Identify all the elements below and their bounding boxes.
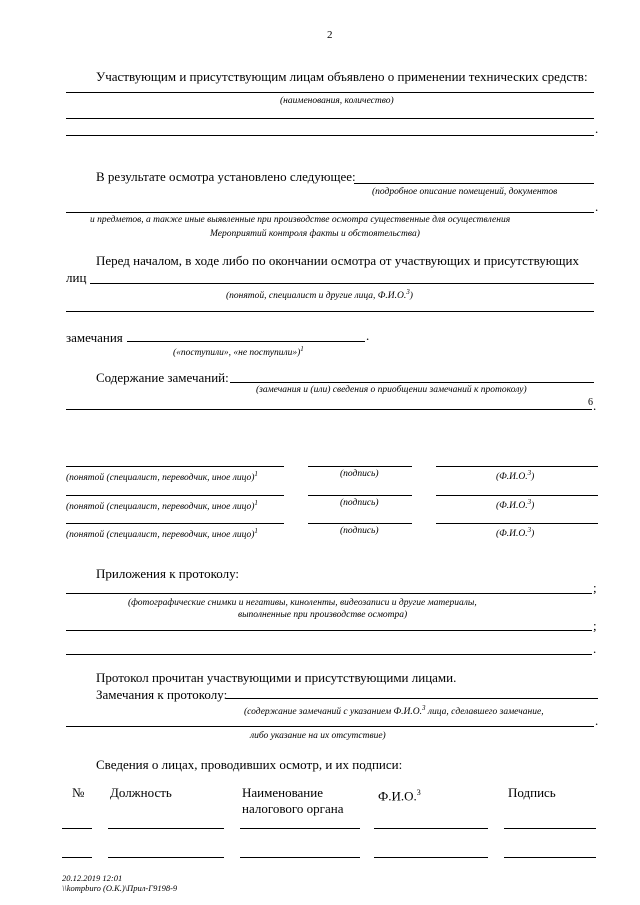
tech-means-end-dot: . [595,121,599,136]
remarks-content-end-dot: . [593,398,597,413]
tech-means-caption: (наименования, количество) [280,96,394,106]
persons-caption: (понятой, специалист и другие лица, Ф.И.О.$^3$) [226,288,413,302]
signature-fio-line[interactable] [436,466,598,467]
conductor-number-line[interactable] [62,857,92,858]
protocol-remarks-caption-2: либо указание на их отсутствие) [250,731,386,741]
col-position-header: Должность [110,785,172,800]
attachments-end-dot: . [593,641,597,656]
conductors-heading: Сведения о лицах, проводивших осмотр, и их подписи: [96,757,403,772]
signature-fio-line[interactable] [436,523,598,524]
conductor-fio-line[interactable] [374,828,488,829]
signature-sign-line[interactable] [308,495,412,496]
protocol-remarks-line-2[interactable] [66,726,594,727]
conductor-sign-line[interactable] [504,857,596,858]
signature-role-line[interactable] [66,495,284,496]
signature-fio-caption: (Ф.И.О.$^3$) [496,469,535,483]
conductor-sign-line[interactable] [504,828,596,829]
conductor-position-line[interactable] [108,828,224,829]
col-number-header: № [72,785,85,800]
protocol-remarks-caption-1: (содержание замечаний с указанием Ф.И.О.$^3$ лица, сделавшего замечание, [244,704,544,718]
signature-fio-line[interactable] [436,495,598,496]
conductor-org-line[interactable] [240,857,360,858]
conductor-org-line[interactable] [240,828,360,829]
signature-sign-caption: (подпись) [340,526,379,536]
inspection-heading: В результате осмотра установлено следующее: [96,169,356,184]
col-fio-header: Ф.И.О.$^3$ [378,788,421,804]
attachments-caption-2: выполненные при производстве осмотра) [238,610,408,620]
conductor-position-line[interactable] [108,857,224,858]
tech-means-line-1[interactable] [66,92,594,93]
footer-timestamp: 20.12.2019 12:01 [62,873,123,883]
remarks-content-label: Содержание замечаний: [96,370,229,385]
signature-role-caption: (понятой (специалист, переводчик, иное лицо)$^1$ [66,527,258,541]
remarks-content-caption: (замечания и (или) сведения о приобщении замечаний к протоколу) [256,385,527,395]
conductor-number-line[interactable] [62,828,92,829]
page-number: 2 [327,29,333,41]
col-org-header-2: налогового органа [242,801,344,816]
inspection-line-1[interactable] [354,183,594,184]
signature-sign-caption: (подпись) [340,498,379,508]
attachments-line-3[interactable] [66,654,592,655]
remarks-content-line-1[interactable] [230,382,594,383]
attachments-caption-1: (фотографические снимки и негативы, киноленты, видеозаписи и другие материалы, [128,598,477,608]
tech-means-heading: Участвующим и присутствующим лицам объявлено о применении технических средств: [96,69,588,84]
tech-means-line-2[interactable] [66,118,594,119]
protocol-remarks-line-1[interactable] [226,698,598,699]
remarks-content-line-2[interactable] [66,409,592,410]
signature-role-line[interactable] [66,466,284,467]
attachments-line-1[interactable] [66,593,592,594]
signature-sign-line[interactable] [308,523,412,524]
inspection-caption-2: и предметов, а также иные выявленные при производстве осмотра существенные для осуществления [90,215,511,225]
inspection-end-dot: . [595,199,599,214]
inspection-caption-1: (подробное описание помещений, документов [372,187,558,197]
persons-text-2: лиц [66,270,87,285]
remarks-caption: («поступили», «не поступили»)$^1$ [173,345,304,359]
protocol-remarks-label: Замечания к протоколу: [96,687,228,702]
protocol-read-text: Протокол прочитан участвующими и присутствующими лицами. [96,670,457,685]
remarks-end-dot: . [366,328,370,343]
col-org-header-1: Наименование [242,785,323,800]
remarks-line[interactable] [127,341,365,342]
signature-role-caption: (понятой (специалист, переводчик, иное лицо)$^1$ [66,470,258,484]
footer-file-path: \\kompburo (О.К.)\Прил-Г9198-9 [62,883,178,893]
signature-sign-caption: (подпись) [340,469,379,479]
tech-means-line-3[interactable] [66,135,594,136]
persons-line-1[interactable] [90,283,594,284]
attachments-heading: Приложения к протоколу: [96,566,240,581]
persons-text-1: Перед началом, в ходе либо по окончании осмотра от участвующих и присутствующих [96,253,579,268]
signature-fio-caption: (Ф.И.О.$^3$) [496,498,535,512]
persons-line-2[interactable] [66,311,594,312]
protocol-remarks-end-dot: . [595,713,599,728]
attachments-line-2[interactable] [66,630,592,631]
remarks-content-footnote-mark: 6 [588,397,593,408]
signature-fio-caption: (Ф.И.О.$^3$) [496,526,535,540]
col-sign-header: Подпись [508,785,556,800]
signature-role-line[interactable] [66,523,284,524]
signature-sign-line[interactable] [308,466,412,467]
inspection-caption-3: Мероприятий контроля факты и обстоятельства) [210,229,420,239]
attachments-semicolon-2: ; [593,618,597,633]
remarks-label: замечания [66,330,123,345]
attachments-semicolon-1: ; [593,580,597,595]
inspection-line-2[interactable] [66,212,594,213]
signature-role-caption: (понятой (специалист, переводчик, иное лицо)$^1$ [66,499,258,513]
conductor-fio-line[interactable] [374,857,488,858]
